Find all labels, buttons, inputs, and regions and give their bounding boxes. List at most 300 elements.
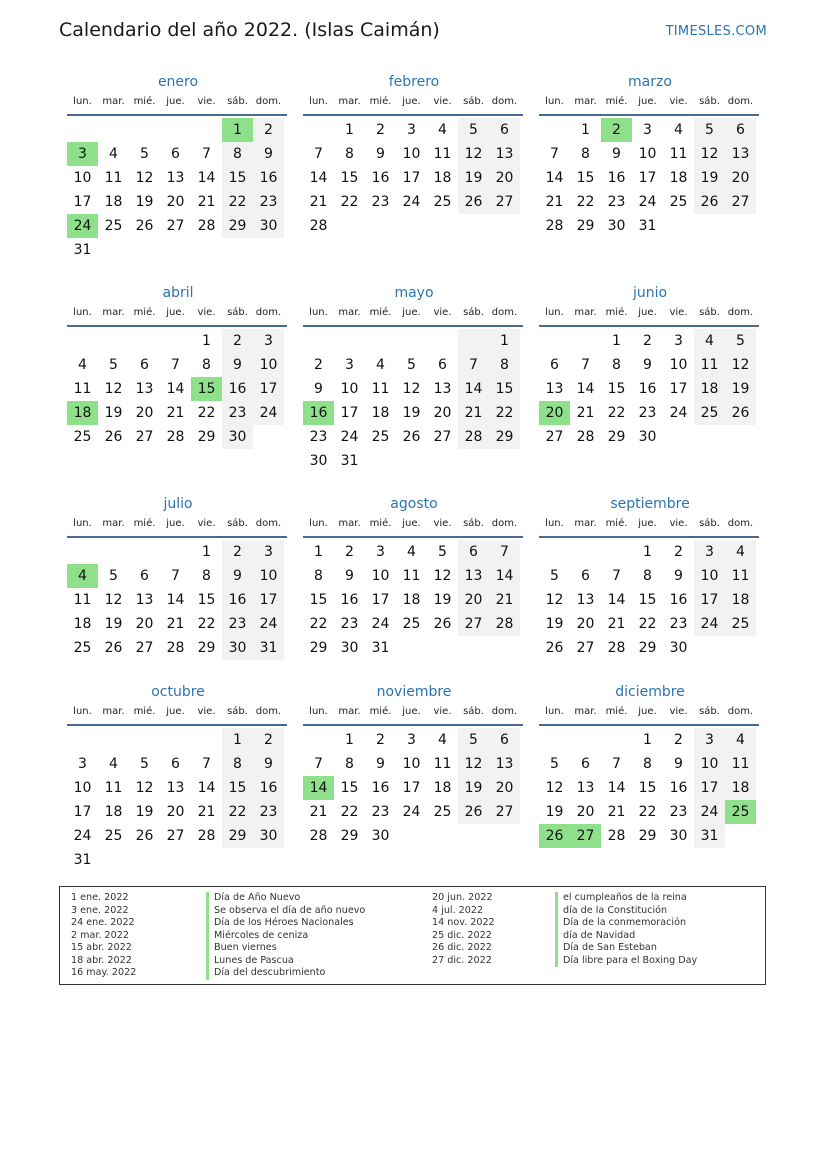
day-cell[interactable]: 25 — [669, 194, 688, 210]
day-cell[interactable]: 6 — [581, 568, 590, 584]
day-cell[interactable]: 29 — [638, 640, 657, 656]
day-cell[interactable]: 30 — [222, 425, 253, 449]
day-cell[interactable]: 15 — [197, 592, 216, 608]
day-cell[interactable]: 18 — [433, 780, 452, 796]
day-cell[interactable]: 13 — [166, 780, 185, 796]
day-cell[interactable]: 24 — [253, 612, 284, 636]
day-cell[interactable]: 28 — [545, 218, 564, 234]
day-cell[interactable]: 26 — [545, 640, 564, 656]
day-cell[interactable]: 17 — [253, 377, 284, 401]
holiday-day-cell[interactable]: 3 — [67, 142, 98, 166]
day-cell[interactable]: 3 — [694, 728, 725, 752]
day-cell[interactable]: 5 — [140, 146, 149, 162]
day-cell[interactable]: 23 — [253, 190, 284, 214]
day-cell[interactable]: 9 — [376, 146, 385, 162]
holiday-day-cell[interactable]: 4 — [67, 564, 98, 588]
day-cell[interactable]: 1 — [202, 544, 211, 560]
day-cell[interactable]: 28 — [309, 828, 328, 844]
day-cell[interactable]: 30 — [253, 214, 284, 238]
day-cell[interactable]: 2 — [222, 540, 253, 564]
day-cell[interactable]: 12 — [545, 780, 564, 796]
day-cell[interactable]: 7 — [171, 357, 180, 373]
day-cell[interactable]: 1 — [581, 122, 590, 138]
day-cell[interactable]: 3 — [253, 540, 284, 564]
day-cell[interactable]: 21 — [458, 401, 489, 425]
day-cell[interactable]: 17 — [73, 804, 92, 820]
day-cell[interactable]: 27 — [135, 640, 154, 656]
day-cell[interactable]: 19 — [694, 166, 725, 190]
day-cell[interactable]: 17 — [371, 592, 390, 608]
day-cell[interactable]: 12 — [104, 381, 123, 397]
day-cell[interactable]: 12 — [135, 170, 154, 186]
day-cell[interactable]: 6 — [489, 118, 520, 142]
day-cell[interactable]: 10 — [669, 357, 688, 373]
day-cell[interactable]: 7 — [314, 756, 323, 772]
day-cell[interactable]: 15 — [576, 170, 595, 186]
day-cell[interactable]: 22 — [638, 804, 657, 820]
day-cell[interactable]: 18 — [73, 616, 92, 632]
day-cell[interactable]: 28 — [166, 429, 185, 445]
day-cell[interactable]: 15 — [340, 170, 359, 186]
day-cell[interactable]: 17 — [402, 170, 421, 186]
day-cell[interactable]: 3 — [643, 122, 652, 138]
day-cell[interactable]: 7 — [612, 568, 621, 584]
day-cell[interactable]: 23 — [253, 800, 284, 824]
day-cell[interactable]: 3 — [694, 540, 725, 564]
day-cell[interactable]: 19 — [104, 616, 123, 632]
day-cell[interactable]: 13 — [576, 592, 595, 608]
day-cell[interactable]: 12 — [135, 780, 154, 796]
day-cell[interactable]: 17 — [638, 170, 657, 186]
day-cell[interactable]: 7 — [458, 353, 489, 377]
day-cell[interactable]: 7 — [171, 568, 180, 584]
day-cell[interactable]: 23 — [669, 804, 688, 820]
day-cell[interactable]: 1 — [612, 333, 621, 349]
day-cell[interactable]: 14 — [576, 381, 595, 397]
day-cell[interactable]: 30 — [371, 828, 390, 844]
day-cell[interactable]: 9 — [222, 353, 253, 377]
day-cell[interactable]: 24 — [340, 429, 359, 445]
day-cell[interactable]: 27 — [135, 429, 154, 445]
day-cell[interactable]: 19 — [104, 405, 123, 421]
day-cell[interactable]: 16 — [371, 780, 390, 796]
holiday-day-cell[interactable]: 27 — [570, 824, 601, 848]
day-cell[interactable]: 5 — [109, 357, 118, 373]
day-cell[interactable]: 10 — [638, 146, 657, 162]
day-cell[interactable]: 7 — [202, 146, 211, 162]
day-cell[interactable]: 31 — [73, 242, 92, 258]
day-cell[interactable]: 1 — [314, 544, 323, 560]
day-cell[interactable]: 14 — [607, 780, 626, 796]
day-cell[interactable]: 20 — [166, 194, 185, 210]
day-cell[interactable]: 21 — [489, 588, 520, 612]
day-cell[interactable]: 28 — [197, 828, 216, 844]
day-cell[interactable]: 9 — [345, 568, 354, 584]
day-cell[interactable]: 22 — [638, 616, 657, 632]
day-cell[interactable]: 20 — [489, 776, 520, 800]
day-cell[interactable]: 15 — [309, 592, 328, 608]
day-cell[interactable]: 14 — [458, 377, 489, 401]
day-cell[interactable]: 10 — [694, 564, 725, 588]
holiday-day-cell[interactable]: 2 — [601, 118, 632, 142]
day-cell[interactable]: 4 — [694, 329, 725, 353]
day-cell[interactable]: 5 — [140, 756, 149, 772]
day-cell[interactable]: 1 — [202, 333, 211, 349]
holiday-day-cell[interactable]: 26 — [539, 824, 570, 848]
day-cell[interactable]: 23 — [371, 804, 390, 820]
day-cell[interactable]: 31 — [694, 824, 725, 848]
day-cell[interactable]: 5 — [725, 329, 756, 353]
day-cell[interactable]: 28 — [166, 640, 185, 656]
day-cell[interactable]: 20 — [135, 405, 154, 421]
day-cell[interactable]: 22 — [576, 194, 595, 210]
day-cell[interactable]: 10 — [694, 752, 725, 776]
day-cell[interactable]: 18 — [669, 170, 688, 186]
day-cell[interactable]: 10 — [253, 353, 284, 377]
day-cell[interactable]: 21 — [309, 194, 328, 210]
day-cell[interactable]: 12 — [104, 592, 123, 608]
day-cell[interactable]: 9 — [612, 146, 621, 162]
day-cell[interactable]: 16 — [638, 381, 657, 397]
day-cell[interactable]: 15 — [638, 780, 657, 796]
day-cell[interactable]: 30 — [309, 453, 328, 469]
day-cell[interactable]: 6 — [171, 146, 180, 162]
day-cell[interactable]: 16 — [253, 166, 284, 190]
holiday-day-cell[interactable]: 1 — [222, 118, 253, 142]
day-cell[interactable]: 18 — [104, 804, 123, 820]
day-cell[interactable]: 29 — [222, 824, 253, 848]
day-cell[interactable]: 12 — [545, 592, 564, 608]
day-cell[interactable]: 23 — [669, 616, 688, 632]
day-cell[interactable]: 20 — [458, 588, 489, 612]
day-cell[interactable]: 30 — [607, 218, 626, 234]
day-cell[interactable]: 10 — [402, 756, 421, 772]
day-cell[interactable]: 8 — [489, 353, 520, 377]
day-cell[interactable]: 13 — [433, 381, 452, 397]
holiday-day-cell[interactable]: 16 — [303, 401, 334, 425]
day-cell[interactable]: 24 — [73, 828, 92, 844]
day-cell[interactable]: 22 — [489, 401, 520, 425]
day-cell[interactable]: 5 — [438, 544, 447, 560]
day-cell[interactable]: 23 — [638, 405, 657, 421]
day-cell[interactable]: 5 — [550, 568, 559, 584]
day-cell[interactable]: 2 — [674, 732, 683, 748]
day-cell[interactable]: 31 — [371, 640, 390, 656]
day-cell[interactable]: 28 — [309, 218, 328, 234]
day-cell[interactable]: 11 — [104, 780, 123, 796]
day-cell[interactable]: 1 — [489, 329, 520, 353]
day-cell[interactable]: 16 — [371, 170, 390, 186]
day-cell[interactable]: 26 — [458, 190, 489, 214]
day-cell[interactable]: 6 — [550, 357, 559, 373]
day-cell[interactable]: 6 — [458, 540, 489, 564]
day-cell[interactable]: 10 — [402, 146, 421, 162]
day-cell[interactable]: 10 — [253, 564, 284, 588]
day-cell[interactable]: 11 — [73, 592, 92, 608]
day-cell[interactable]: 17 — [73, 194, 92, 210]
day-cell[interactable]: 6 — [140, 568, 149, 584]
day-cell[interactable]: 12 — [458, 142, 489, 166]
day-cell[interactable]: 30 — [669, 828, 688, 844]
day-cell[interactable]: 9 — [253, 142, 284, 166]
day-cell[interactable]: 20 — [725, 166, 756, 190]
day-cell[interactable]: 3 — [345, 357, 354, 373]
day-cell[interactable]: 23 — [340, 616, 359, 632]
day-cell[interactable]: 28 — [458, 425, 489, 449]
day-cell[interactable]: 26 — [402, 429, 421, 445]
day-cell[interactable]: 30 — [638, 429, 657, 445]
day-cell[interactable]: 27 — [576, 640, 595, 656]
day-cell[interactable]: 24 — [371, 616, 390, 632]
day-cell[interactable]: 4 — [109, 756, 118, 772]
day-cell[interactable]: 22 — [309, 616, 328, 632]
day-cell[interactable]: 15 — [638, 592, 657, 608]
day-cell[interactable]: 22 — [197, 616, 216, 632]
day-cell[interactable]: 8 — [222, 142, 253, 166]
holiday-day-cell[interactable]: 18 — [67, 401, 98, 425]
day-cell[interactable]: 26 — [104, 640, 123, 656]
day-cell[interactable]: 5 — [407, 357, 416, 373]
day-cell[interactable]: 11 — [433, 146, 452, 162]
day-cell[interactable]: 9 — [314, 381, 323, 397]
day-cell[interactable]: 7 — [612, 756, 621, 772]
day-cell[interactable]: 25 — [433, 804, 452, 820]
day-cell[interactable]: 19 — [402, 405, 421, 421]
day-cell[interactable]: 1 — [643, 544, 652, 560]
day-cell[interactable]: 26 — [458, 800, 489, 824]
day-cell[interactable]: 2 — [376, 732, 385, 748]
day-cell[interactable]: 22 — [222, 190, 253, 214]
day-cell[interactable]: 16 — [669, 592, 688, 608]
day-cell[interactable]: 7 — [489, 540, 520, 564]
day-cell[interactable]: 14 — [166, 592, 185, 608]
day-cell[interactable]: 13 — [135, 592, 154, 608]
day-cell[interactable]: 23 — [309, 429, 328, 445]
day-cell[interactable]: 16 — [222, 588, 253, 612]
day-cell[interactable]: 25 — [694, 401, 725, 425]
day-cell[interactable]: 6 — [725, 118, 756, 142]
day-cell[interactable]: 5 — [458, 728, 489, 752]
day-cell[interactable]: 18 — [371, 405, 390, 421]
day-cell[interactable]: 29 — [340, 828, 359, 844]
day-cell[interactable]: 24 — [402, 804, 421, 820]
day-cell[interactable]: 10 — [340, 381, 359, 397]
day-cell[interactable]: 29 — [309, 640, 328, 656]
day-cell[interactable]: 15 — [489, 377, 520, 401]
day-cell[interactable]: 9 — [376, 756, 385, 772]
day-cell[interactable]: 15 — [222, 166, 253, 190]
day-cell[interactable]: 14 — [166, 381, 185, 397]
day-cell[interactable]: 4 — [376, 357, 385, 373]
day-cell[interactable]: 19 — [458, 776, 489, 800]
day-cell[interactable]: 28 — [607, 640, 626, 656]
day-cell[interactable]: 27 — [166, 218, 185, 234]
day-cell[interactable]: 9 — [253, 752, 284, 776]
day-cell[interactable]: 2 — [253, 728, 284, 752]
day-cell[interactable]: 21 — [197, 804, 216, 820]
day-cell[interactable]: 29 — [638, 828, 657, 844]
day-cell[interactable]: 21 — [576, 405, 595, 421]
day-cell[interactable]: 1 — [345, 732, 354, 748]
day-cell[interactable]: 29 — [489, 425, 520, 449]
day-cell[interactable]: 2 — [376, 122, 385, 138]
day-cell[interactable]: 2 — [222, 329, 253, 353]
day-cell[interactable]: 10 — [73, 170, 92, 186]
day-cell[interactable]: 13 — [135, 381, 154, 397]
day-cell[interactable]: 21 — [197, 194, 216, 210]
day-cell[interactable]: 21 — [166, 616, 185, 632]
day-cell[interactable]: 24 — [694, 800, 725, 824]
day-cell[interactable]: 26 — [725, 401, 756, 425]
day-cell[interactable]: 17 — [402, 780, 421, 796]
day-cell[interactable]: 21 — [607, 804, 626, 820]
day-cell[interactable]: 10 — [73, 780, 92, 796]
day-cell[interactable]: 27 — [725, 190, 756, 214]
day-cell[interactable]: 14 — [197, 170, 216, 186]
day-cell[interactable]: 3 — [78, 756, 87, 772]
day-cell[interactable]: 15 — [340, 780, 359, 796]
day-cell[interactable]: 31 — [638, 218, 657, 234]
day-cell[interactable]: 11 — [402, 568, 421, 584]
day-cell[interactable]: 7 — [581, 357, 590, 373]
day-cell[interactable]: 6 — [489, 728, 520, 752]
day-cell[interactable]: 20 — [166, 804, 185, 820]
day-cell[interactable]: 9 — [674, 568, 683, 584]
day-cell[interactable]: 11 — [371, 381, 390, 397]
day-cell[interactable]: 5 — [458, 118, 489, 142]
day-cell[interactable]: 17 — [669, 381, 688, 397]
day-cell[interactable]: 15 — [607, 381, 626, 397]
day-cell[interactable]: 3 — [376, 544, 385, 560]
day-cell[interactable]: 23 — [222, 401, 253, 425]
day-cell[interactable]: 22 — [340, 194, 359, 210]
brand-logo[interactable]: TIMESLES.COM — [665, 24, 767, 39]
day-cell[interactable]: 21 — [607, 616, 626, 632]
day-cell[interactable]: 26 — [104, 429, 123, 445]
holiday-day-cell[interactable]: 24 — [67, 214, 98, 238]
day-cell[interactable]: 4 — [78, 357, 87, 373]
day-cell[interactable]: 19 — [545, 804, 564, 820]
day-cell[interactable]: 5 — [550, 756, 559, 772]
day-cell[interactable]: 22 — [222, 800, 253, 824]
day-cell[interactable]: 13 — [489, 752, 520, 776]
day-cell[interactable]: 18 — [725, 588, 756, 612]
day-cell[interactable]: 11 — [104, 170, 123, 186]
day-cell[interactable]: 2 — [643, 333, 652, 349]
day-cell[interactable]: 27 — [545, 429, 564, 445]
day-cell[interactable]: 4 — [438, 732, 447, 748]
day-cell[interactable]: 18 — [402, 592, 421, 608]
day-cell[interactable]: 19 — [725, 377, 756, 401]
day-cell[interactable]: 25 — [73, 640, 92, 656]
day-cell[interactable]: 16 — [669, 780, 688, 796]
day-cell[interactable]: 2 — [674, 544, 683, 560]
day-cell[interactable]: 25 — [371, 429, 390, 445]
day-cell[interactable]: 5 — [694, 118, 725, 142]
day-cell[interactable]: 11 — [73, 381, 92, 397]
day-cell[interactable]: 25 — [104, 218, 123, 234]
day-cell[interactable]: 28 — [197, 218, 216, 234]
day-cell[interactable]: 25 — [104, 828, 123, 844]
day-cell[interactable]: 16 — [222, 377, 253, 401]
day-cell[interactable]: 1 — [222, 728, 253, 752]
day-cell[interactable]: 6 — [140, 357, 149, 373]
day-cell[interactable]: 4 — [725, 540, 756, 564]
holiday-day-cell[interactable]: 25 — [725, 800, 756, 824]
holiday-day-cell[interactable]: 20 — [539, 401, 570, 425]
day-cell[interactable]: 20 — [489, 166, 520, 190]
day-cell[interactable]: 30 — [669, 640, 688, 656]
day-cell[interactable]: 25 — [402, 616, 421, 632]
day-cell[interactable]: 2 — [345, 544, 354, 560]
day-cell[interactable]: 3 — [674, 333, 683, 349]
day-cell[interactable]: 8 — [345, 756, 354, 772]
day-cell[interactable]: 24 — [253, 401, 284, 425]
day-cell[interactable]: 16 — [340, 592, 359, 608]
day-cell[interactable]: 13 — [489, 142, 520, 166]
day-cell[interactable]: 11 — [725, 564, 756, 588]
day-cell[interactable]: 24 — [669, 405, 688, 421]
day-cell[interactable]: 30 — [253, 824, 284, 848]
day-cell[interactable]: 21 — [309, 804, 328, 820]
day-cell[interactable]: 4 — [407, 544, 416, 560]
day-cell[interactable]: 2 — [314, 357, 323, 373]
day-cell[interactable]: 4 — [109, 146, 118, 162]
day-cell[interactable]: 24 — [638, 194, 657, 210]
day-cell[interactable]: 4 — [438, 122, 447, 138]
day-cell[interactable]: 8 — [222, 752, 253, 776]
day-cell[interactable]: 8 — [202, 568, 211, 584]
day-cell[interactable]: 14 — [545, 170, 564, 186]
day-cell[interactable]: 23 — [371, 194, 390, 210]
day-cell[interactable]: 8 — [643, 756, 652, 772]
day-cell[interactable]: 11 — [433, 756, 452, 772]
day-cell[interactable]: 29 — [576, 218, 595, 234]
day-cell[interactable]: 27 — [166, 828, 185, 844]
day-cell[interactable]: 8 — [202, 357, 211, 373]
day-cell[interactable]: 7 — [550, 146, 559, 162]
day-cell[interactable]: 5 — [109, 568, 118, 584]
day-cell[interactable]: 9 — [674, 756, 683, 772]
day-cell[interactable]: 22 — [607, 405, 626, 421]
day-cell[interactable]: 2 — [253, 118, 284, 142]
day-cell[interactable]: 9 — [643, 357, 652, 373]
day-cell[interactable]: 14 — [197, 780, 216, 796]
day-cell[interactable]: 13 — [576, 780, 595, 796]
day-cell[interactable]: 16 — [253, 776, 284, 800]
day-cell[interactable]: 21 — [545, 194, 564, 210]
day-cell[interactable]: 13 — [725, 142, 756, 166]
day-cell[interactable]: 13 — [166, 170, 185, 186]
day-cell[interactable]: 12 — [458, 752, 489, 776]
day-cell[interactable]: 27 — [433, 429, 452, 445]
day-cell[interactable]: 13 — [545, 381, 564, 397]
day-cell[interactable]: 26 — [135, 828, 154, 844]
day-cell[interactable]: 7 — [202, 756, 211, 772]
day-cell[interactable]: 29 — [197, 640, 216, 656]
day-cell[interactable]: 14 — [607, 592, 626, 608]
day-cell[interactable]: 8 — [612, 357, 621, 373]
day-cell[interactable]: 20 — [433, 405, 452, 421]
day-cell[interactable]: 10 — [371, 568, 390, 584]
day-cell[interactable]: 8 — [345, 146, 354, 162]
day-cell[interactable]: 8 — [581, 146, 590, 162]
day-cell[interactable]: 27 — [458, 612, 489, 636]
day-cell[interactable]: 22 — [197, 405, 216, 421]
day-cell[interactable]: 29 — [222, 214, 253, 238]
day-cell[interactable]: 27 — [489, 190, 520, 214]
day-cell[interactable]: 16 — [607, 170, 626, 186]
